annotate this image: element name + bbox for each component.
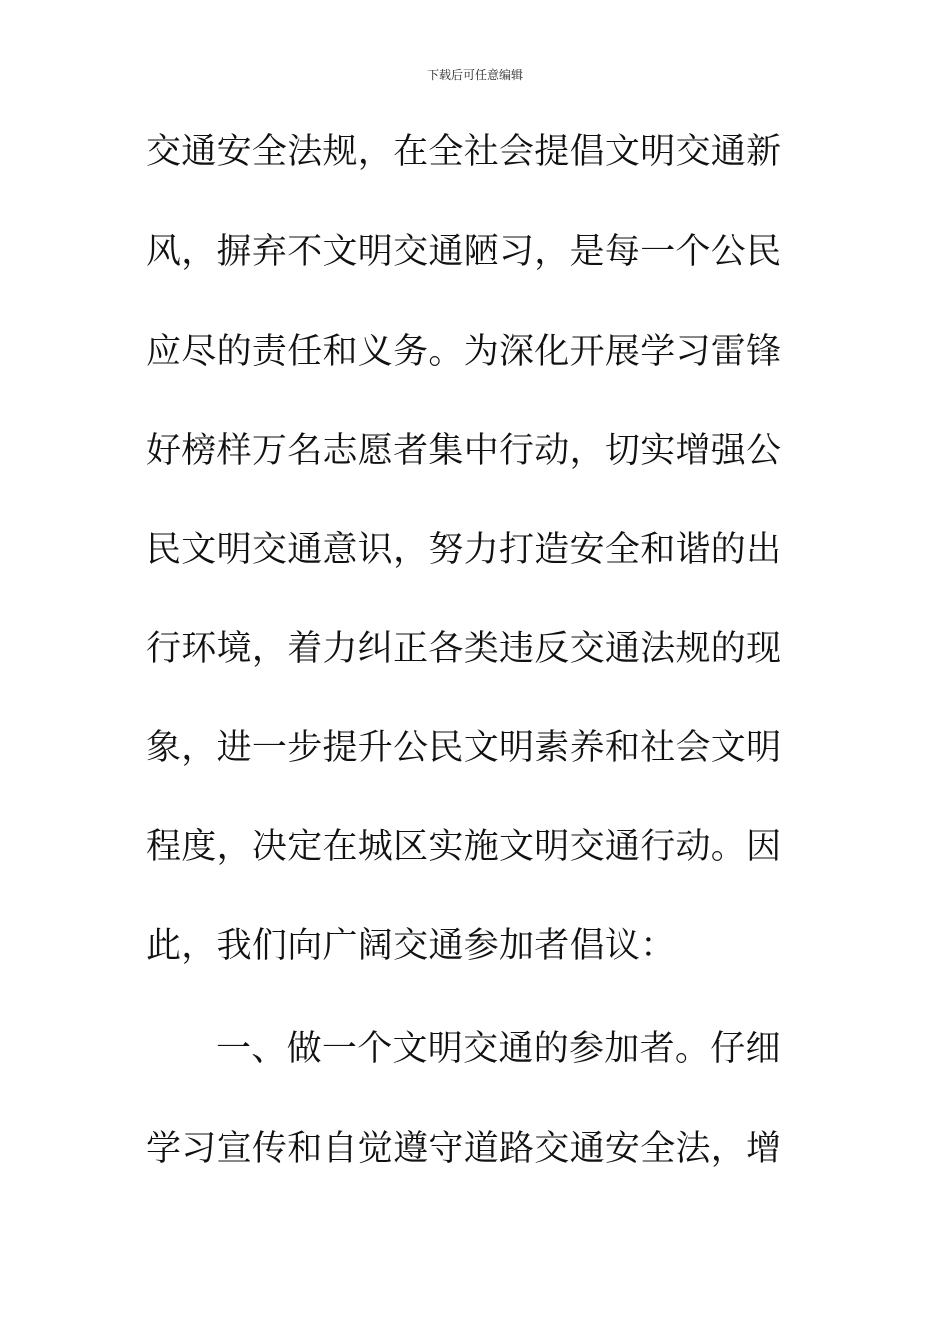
paragraph-2-line-1: 一、做一个文明交通的参加者。仔细 [216,1029,781,1069]
paragraph-2-line-2: 学习宣传和自觉遵守道路交通安全法，增 [146,1129,782,1169]
paragraph-1-line-5: 民文明交通意识，努力打造安全和谐的出 [146,530,782,570]
paragraph-1-line-6: 行环境，着力纠正各类违反交通法规的现 [146,629,782,669]
paragraph-1-line-4: 好榜样万名志愿者集中行动，切实增强公 [146,431,782,471]
page-header-note: 下载后可任意编辑 [426,68,523,82]
paragraph-1-line-8: 程度，决定在城区实施文明交通行动。因 [146,827,782,867]
paragraph-1-line-1: 交通安全法规，在全社会提倡文明交通新 [146,132,782,172]
paragraph-1-line-7: 象，进一步提升公民文明素养和社会文明 [146,728,782,768]
paragraph-1-line-2: 风，摒弃不文明交通陋习，是每一个公民 [146,232,782,272]
paragraph-1-line-9: 此，我们向广阔交通参加者倡议： [146,926,676,966]
paragraph-1-line-3: 应尽的责任和义务。为深化开展学习雷锋 [146,332,782,372]
